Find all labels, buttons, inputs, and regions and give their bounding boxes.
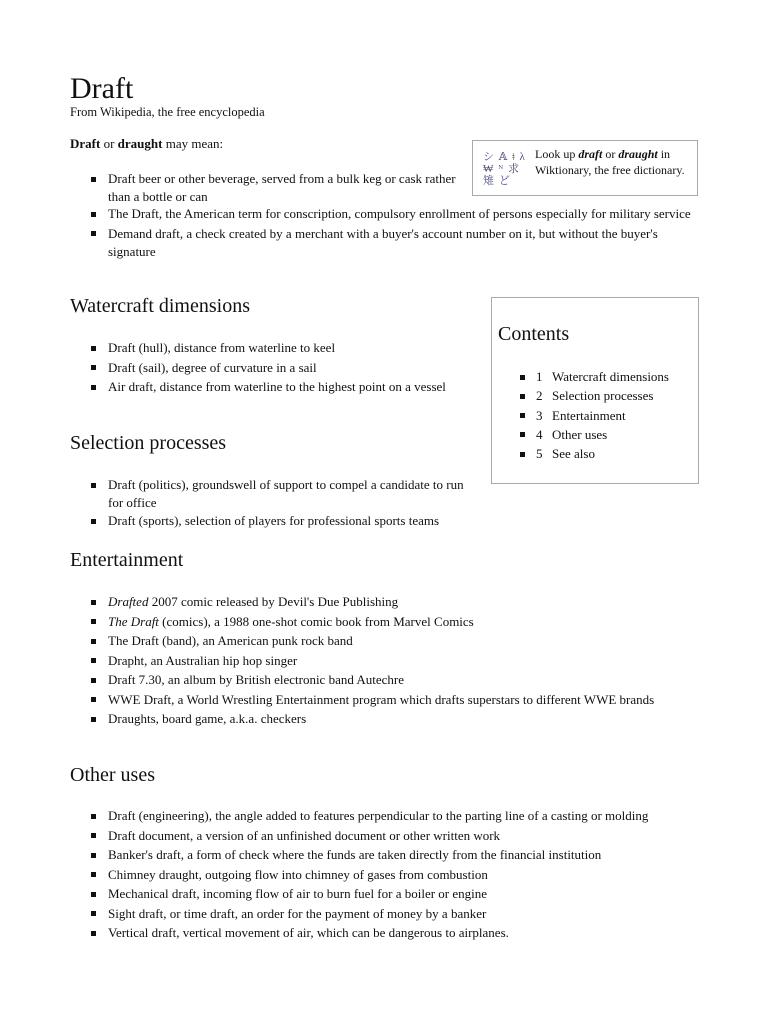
list-item [70,359,460,377]
entertainment-list [70,593,700,730]
toc-item-selection[interactable]: 2 Selection processes [492,387,698,405]
wiktionary-draught-link[interactable]: draught [618,147,658,161]
draft-politics-link[interactable]: Draft (politics), groundswell of support to compel a candidate to run for office [108,477,464,510]
intro-or: or [100,136,118,151]
air-draft-link[interactable]: Air draft, distance from waterline to the highest point on a vessel [108,379,446,394]
list-item [70,170,470,206]
bankers-draft-link[interactable]: Banker's draft, a form of check where the funds are taken directly from the financial institution [108,847,602,862]
toc-item-watercraft[interactable]: 1 Watercraft dimensions [492,368,698,386]
toc-heading: Contents [498,323,570,345]
list-item: Drafted 2007 comic released by Devil's Due Publishing [70,593,700,611]
list-item [70,807,700,825]
list-item [70,924,700,942]
draft-hull-link[interactable]: Draft (hull), distance from waterline to keel [108,340,336,355]
list-item [70,205,700,223]
wiktionary-box [472,140,698,196]
list-item [70,476,470,512]
selection-list-continued [70,512,700,532]
vertical-draft-link[interactable]: Vertical draft, vertical movement of air, which can be dangerous to airplanes. [108,925,509,940]
intro-term-draft: Draft [70,136,101,151]
wiktionary-draft-link[interactable]: draft [578,147,603,161]
draft-sports-link[interactable]: Draft (sports), selection of players for professional sports teams [108,513,440,528]
other-uses-list [70,807,700,944]
list-item [70,866,700,884]
list-item [70,339,460,357]
toc-item-entertainment[interactable]: 3 Entertainment [492,407,698,425]
list-item: The Draft (comics), a 1988 one-shot comic book from Marvel Comics [70,613,700,631]
list-item [70,827,700,845]
heading-selection: Selection processes [70,432,227,454]
the-draft-comics-link[interactable]: The Draft [108,613,159,629]
intro-rest: may mean: [162,136,224,151]
mechanical-draft-link[interactable]: Mechanical draft, incoming flow of air to burn fuel for a boiler or engine [108,886,488,901]
wiktionary-or: or [602,147,619,161]
toc-item-see-also[interactable]: 5 See also [492,445,698,463]
list-item [70,225,700,261]
drapht-link[interactable]: Drapht, an Australian hip hop singer [108,652,298,668]
list-item [70,710,700,728]
wiktionary-text [535,146,691,178]
draft-document-link[interactable]: Draft document, a version of an unfinished document or other written work [108,827,501,843]
intro-list-continued [70,205,700,262]
toc-item-other-uses[interactable]: 4 Other uses [492,426,698,444]
list-item [70,885,700,903]
demand-draft-link[interactable]: Demand draft, a check created by a merchant with a buyer's account number on it, but without the buyer's signature [108,225,658,259]
wwe-draft-link[interactable]: WWE Draft, a World Wrestling Entertainment program which drafts superstars to different WWE brands [108,691,655,707]
list-item [70,378,460,396]
the-draft-link[interactable]: The Draft, the American term for conscription, compulsory enrollment of persons especially for military service [108,206,691,221]
wiktionary-prefix: Look up [535,147,579,161]
page-title: Draft [70,72,134,105]
watercraft-list [70,339,460,398]
draft-sail-link[interactable]: Draft (sail), degree of curvature in a sail [108,359,317,375]
list-item [70,905,700,923]
intro-line [70,136,223,152]
drafted-link[interactable]: Drafted [108,594,149,609]
intro-term-draught: draught [117,136,163,151]
list-item [70,846,700,864]
intro-list [70,170,470,208]
the-draft-band-link[interactable]: The Draft (band), an American punk rock band [108,633,353,648]
draughts-link[interactable]: Draughts, board game, a.k.a. checkers [108,711,307,726]
list-item [70,671,700,689]
list-item [70,691,700,709]
tagline: From Wikipedia, the free encyclopedia [70,105,265,119]
heading-entertainment: Entertainment [70,549,184,571]
draft-beer-link[interactable]: Draft beer or other beverage, served from a bulk keg or cask rather than a bottle or can [108,171,456,204]
heading-other-uses: Other uses [70,764,155,786]
draft-730-link[interactable]: Draft 7.30, an album by British electronic band Autechre [108,672,405,687]
wiktionary-suffix: in Wiktionary, the free dictionary. [535,147,685,177]
draft-engineering-link[interactable]: Draft (engineering), the angle added to features perpendicular to the parting line of a casting or molding [108,808,649,823]
heading-watercraft: Watercraft dimensions [70,295,250,317]
wiktionary-logo-icon: シ 𝔸 ǂ λ ₩ ᴺ 求 雉 ど [483,151,526,187]
list-item [70,512,700,530]
sight-draft-link[interactable]: Sight draft, or time draft, an order for the payment of money by a banker [108,905,487,921]
chimney-draught-link[interactable]: Chimney draught, outgoing flow into chimney of gases from combustion [108,866,488,882]
list-item [70,632,700,650]
selection-list [70,476,470,514]
table-of-contents [491,297,699,484]
list-item [70,652,700,670]
